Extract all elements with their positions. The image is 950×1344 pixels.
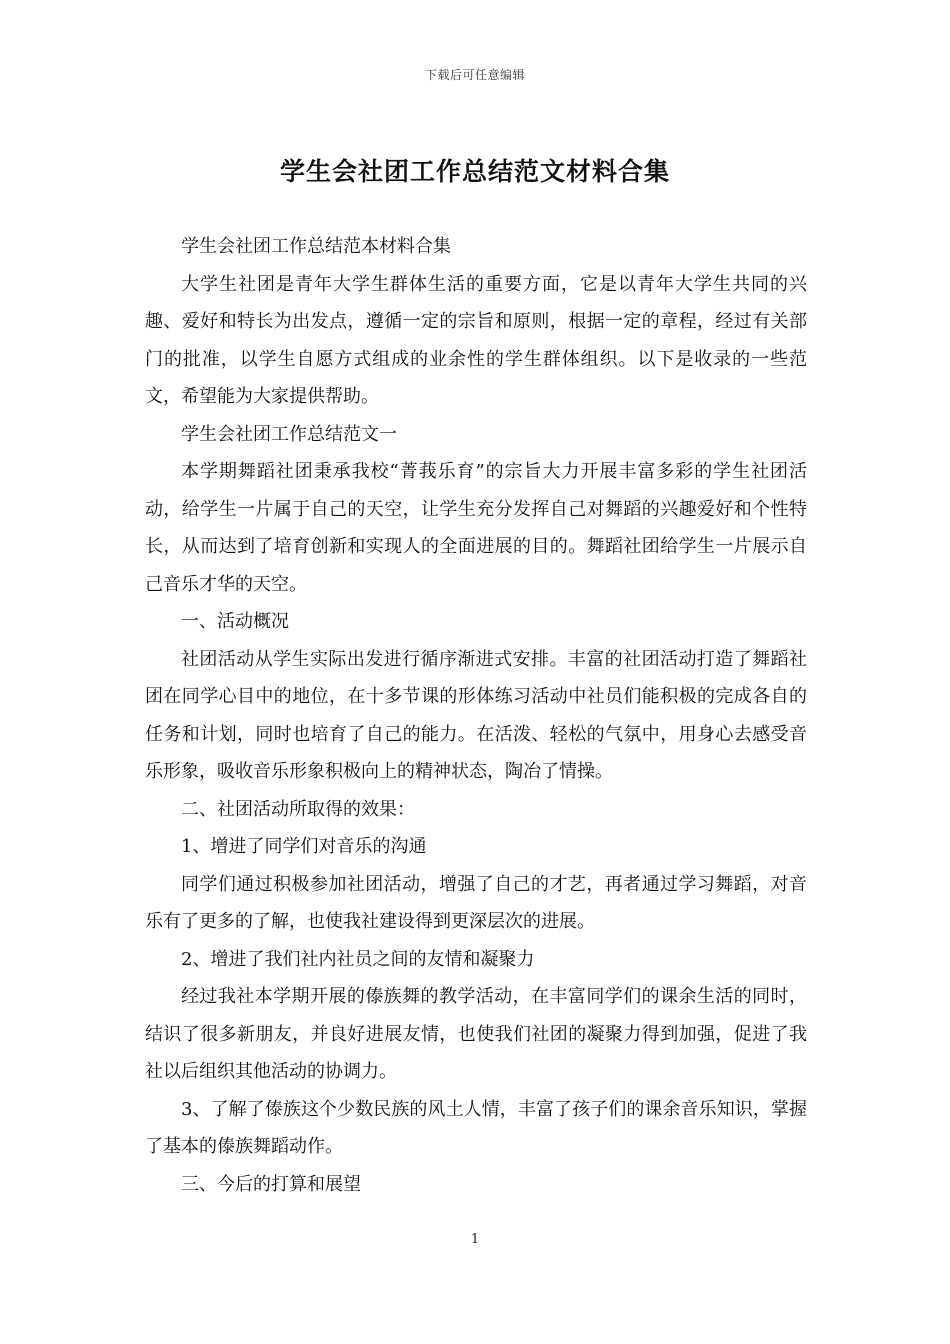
paragraph-heading-1: 一、活动概况	[181, 611, 289, 632]
paragraph: 社团活动从学生实际出发进行循序渐进式安排。丰富的社团活动打造了舞蹈社团在同学心目中的地位，在十多节课的形体练习活动中社员们能积极的完成各自的任务和计划，同时也培育了自己的能力。在活泼、轻松的气氛中，用身心去感受音乐形象，吸收音乐形象积极向上的精神状态，陶冶了情操。	[145, 648, 807, 782]
paragraph-item-2: 2、增进了我们社内社员之间的友情和凝聚力	[181, 948, 535, 970]
paragraph-intro: 大学生社团是青年大学生群体生活的重要方面，它是以青年大学生共同的兴趣、爱好和特长为出发点，遵循一定的宗旨和原则，根据一定的章程，经过有关部门的批准，以学生自愿方式组成的业余性的学生群体组织。以下是收录的一些范文，希望能为大家提供帮助。	[145, 273, 807, 407]
paragraph-section-heading: 学生会社团工作总结范文一	[181, 423, 397, 445]
paragraph: 经过我社本学期开展的傣族舞的教学活动，在丰富同学们的课余生活的同时，结识了很多新朋友，并良好进展友情，也使我们社团的凝聚力得到加强，促进了我社以后组织其他活动的协调力。	[145, 986, 807, 1082]
paragraph: 本学期舞蹈社团秉承我校“菁莪乐育”的宗旨大力开展丰富多彩的学生社团活动，给学生一片属于自己的天空，让学生充分发挥自己对舞蹈的兴趣爱好和个性特长，从而达到了培育创新和实现人的全面进展的目的。舞蹈社团给学生一片展示自己音乐才华的天空。	[145, 461, 807, 595]
paragraph-heading-2: 二、社团活动所取得的效果：	[181, 798, 415, 820]
header-note: 下载后可任意编辑	[424, 68, 525, 82]
paragraph-subtitle: 学生会社团工作总结范本材料合集	[181, 236, 451, 257]
paragraph-item-3: 3、了解了傣族这个少数民族的风土人情，丰富了孩子们的课余音乐知识，掌握了基本的傣族舞蹈动作。	[145, 1098, 807, 1157]
document-title: 学生会社团工作总结范文材料合集	[279, 157, 670, 186]
paragraph-heading-3: 三、今后的打算和展望	[181, 1173, 361, 1195]
paragraph: 同学们通过积极参加社团活动，增强了自己的才艺，再者通过学习舞蹈，对音乐有了更多的了解，也使我社建设得到更深层次的进展。	[145, 873, 807, 932]
paragraph-item-1: 1、增进了同学们对音乐的沟通	[181, 836, 427, 857]
page-number: 1	[470, 1232, 480, 1247]
document-body	[145, 228, 807, 1203]
